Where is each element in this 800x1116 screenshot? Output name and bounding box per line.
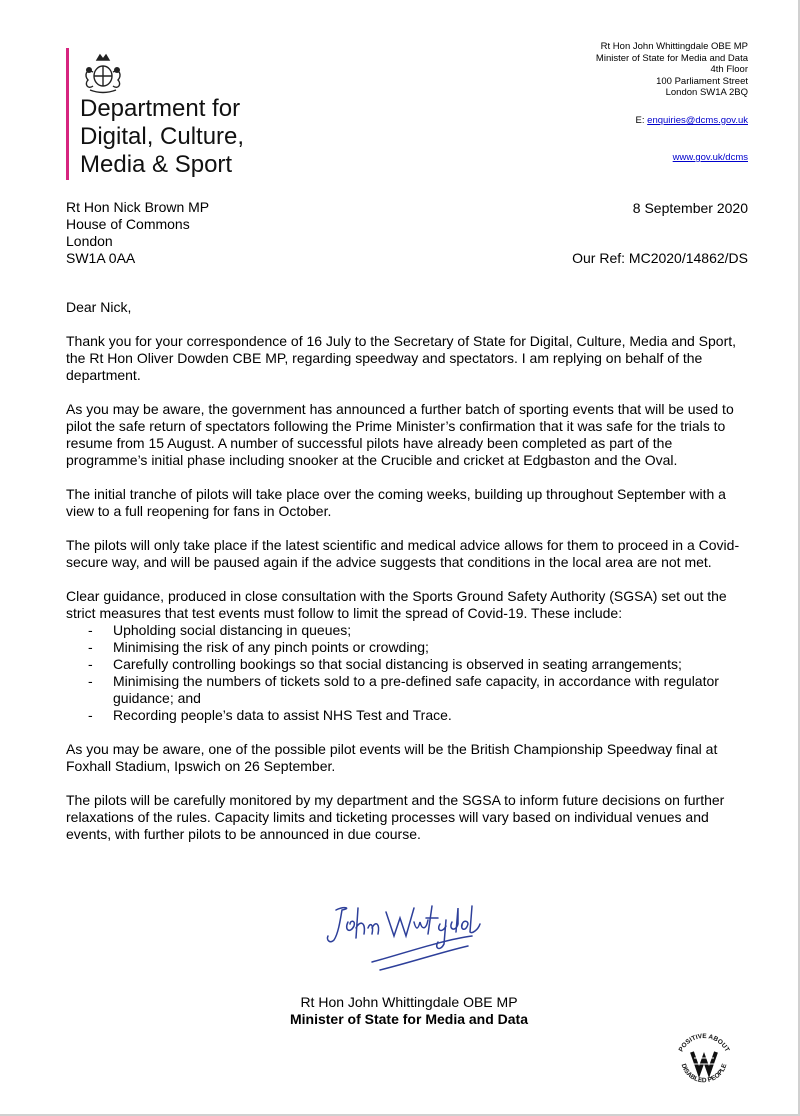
disability-confident-stamp-icon bbox=[672, 1028, 736, 1092]
paragraph: As you may be aware, the government has announced a further batch of sporting events that will be used to pilot the safe return of spectators following the Prime Minister’s confirmation that it was safe for the trials to resume from 15 August. A number of successful pilots have already been completed as part of the programme’s initial phase including snooker at the Crucible and cricket at Edgbaston and the Oval. bbox=[66, 401, 734, 468]
sender-line: Rt Hon John Whittingdale OBE MP bbox=[600, 41, 748, 52]
recipient-line: Rt Hon Nick Brown MP bbox=[66, 199, 210, 215]
paragraph: The pilots will only take place if the latest scientific and medical advice allows for them to proceed in a Covid-secure way, and will be paused again if the advice suggests that conditions in the local area are not met. bbox=[66, 537, 740, 570]
signoff-name: Rt Hon John Whittingdale OBE MP bbox=[300, 994, 518, 1010]
list-item: - Minimising the risk of any pinch points or crowding; bbox=[66, 639, 756, 656]
salutation: Dear Nick, bbox=[66, 299, 132, 315]
department-line: Department for bbox=[80, 95, 241, 122]
website-link[interactable]: www.gov.uk/dcms bbox=[672, 152, 748, 163]
svg-text:DISABLED PEOPLE: DISABLED PEOPLE bbox=[679, 1062, 729, 1085]
department-line: Media & Sport bbox=[80, 151, 233, 178]
svg-text:POSITIVE ABOUT: POSITIVE ABOUT bbox=[677, 1032, 731, 1054]
list-item: - Recording people’s data to assist NHS Test and Trace. bbox=[66, 707, 756, 724]
signoff-title: Minister of State for Media and Data bbox=[289, 1011, 529, 1027]
letter-date: 8 September 2020 bbox=[632, 200, 748, 216]
paragraph: Clear guidance, produced in close consultation with the Sports Ground Safety Authority (SGSA) set out the strict measures that test events must follow to limit the spread of Covid-19. These include: bbox=[66, 588, 727, 621]
letter-reference: Our Ref: MC2020/14862/DS bbox=[572, 250, 748, 266]
paragraph: As you may be aware, one of the possible pilot events will be the British Championship Speedway final at Foxhall Stadium, Ipswich on 26 September. bbox=[66, 741, 718, 774]
sender-address bbox=[596, 41, 748, 99]
letter-body bbox=[66, 299, 756, 860]
recipient-address bbox=[66, 199, 209, 267]
list-item: - Minimising the numbers of tickets sold to a pre-defined safe capacity, in accordance with regulator guidance; and bbox=[66, 673, 756, 707]
recipient-line: London bbox=[66, 233, 113, 249]
sender-line: 4th Floor bbox=[710, 64, 748, 75]
paragraph: The pilots will be carefully monitored by my department and the SGSA to inform future decisions on further relaxations of the rules. Capacity limits and ticketing processes will vary based on individual venues and events, with further pilots to be announced in due course. bbox=[66, 792, 725, 842]
department-line: Digital, Culture, bbox=[80, 123, 245, 150]
email-prefix: E: bbox=[635, 115, 645, 126]
recipient-line: SW1A 0AA bbox=[66, 250, 136, 266]
measures-list bbox=[66, 622, 756, 724]
paragraph: The initial tranche of pilots will take place over the coming weeks, building up throughout September with a view to a full reopening for fans in October. bbox=[66, 486, 726, 519]
royal-crest-icon bbox=[80, 50, 126, 94]
email-line bbox=[636, 115, 748, 126]
recipient-line: House of Commons bbox=[66, 216, 190, 232]
sender-line: 100 Parliament Street bbox=[656, 75, 748, 87]
email-link[interactable]: enquiries@dcms.gov.uk bbox=[647, 115, 748, 126]
list-item: - Upholding social distancing in queues; bbox=[66, 622, 756, 639]
list-item: - Carefully controlling bookings so that social distancing is observed in seating arrangements; bbox=[66, 656, 756, 673]
brand-bar bbox=[66, 48, 69, 180]
department-name bbox=[80, 95, 244, 179]
sender-line: London SW1A 2BQ bbox=[665, 87, 748, 98]
handwritten-signature bbox=[322, 900, 487, 980]
sender-line: Minister of State for Media and Data bbox=[595, 52, 748, 64]
signoff-block bbox=[279, 994, 539, 1028]
paragraph: Thank you for your correspondence of 16 July to the Secretary of State for Digital, Culture, Media and Sport, the Rt Hon Oliver Dowden CBE MP, regarding speedway and spectators. I am replying on behalf of the department. bbox=[66, 333, 737, 383]
